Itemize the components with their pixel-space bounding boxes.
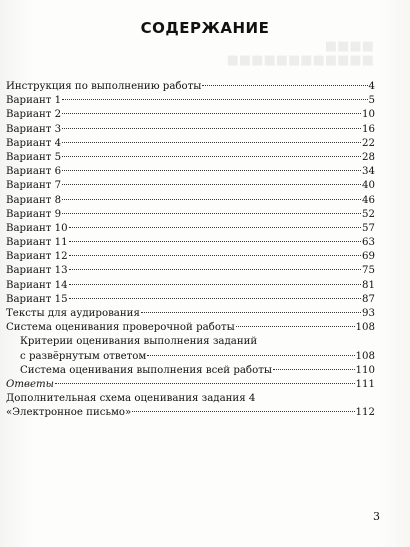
table-of-contents (6, 80, 375, 421)
toc-entry-label: Вариант 12 (6, 251, 68, 263)
toc-entry (6, 222, 375, 236)
toc-entry-label: Вариант 15 (6, 293, 68, 305)
toc-entry-label: Ответы (6, 378, 54, 390)
toc-entry (6, 236, 375, 250)
toc-entry-label: Вариант 13 (6, 265, 68, 277)
page-title: СОДЕРЖАНИЕ (140, 19, 270, 37)
toc-entry-page: 69 (362, 251, 375, 263)
toc-entry-label: с развёрнутым ответом (20, 350, 147, 362)
toc-entry-page: 10 (362, 109, 375, 121)
toc-entry-page: 111 (355, 378, 375, 390)
toc-entry (6, 250, 375, 264)
toc-entry-page: 108 (355, 322, 375, 334)
toc-entry-page: 28 (362, 151, 375, 163)
toc-entry-page: 34 (362, 166, 375, 178)
toc-entry (6, 293, 375, 307)
toc-leader-dots (69, 298, 361, 299)
toc-entry (6, 137, 375, 151)
toc-entry-page: 87 (362, 293, 375, 305)
toc-entry (6, 80, 375, 94)
toc-entry (6, 94, 375, 108)
toc-entry-label: Тексты для аудирования (6, 308, 140, 319)
toc-entry (6, 321, 375, 335)
toc-entry-label: Вариант 5 (6, 151, 62, 163)
page-number: 3 (373, 510, 380, 523)
toc-entry-page: 110 (355, 364, 375, 376)
toc-leader-dots (62, 156, 361, 157)
toc-entry (6, 307, 375, 321)
toc-entry (6, 179, 375, 193)
toc-entry (6, 264, 375, 278)
toc-entry (6, 123, 375, 137)
toc-entry-page: 63 (362, 237, 375, 249)
toc-entry (6, 165, 375, 179)
toc-leader-dots (202, 85, 367, 86)
toc-entry-page: 5 (368, 95, 375, 107)
toc-entry-page: 112 (355, 407, 375, 419)
toc-leader-dots (62, 170, 361, 171)
toc-leader-dots (69, 255, 361, 256)
toc-entry-label: Система оценивания проверочной работы (6, 322, 235, 334)
toc-entry-label: «Электронное письмо» (6, 407, 132, 419)
toc-entry-page: 108 (355, 350, 375, 362)
toc-leader-dots (55, 383, 355, 384)
toc-leader-dots (69, 269, 361, 270)
toc-entry-page: 81 (362, 279, 375, 291)
toc-entry (6, 108, 375, 122)
toc-leader-dots (273, 369, 355, 370)
toc-leader-dots (236, 326, 355, 327)
toc-leader-dots (62, 113, 361, 114)
toc-leader-dots (62, 128, 361, 129)
toc-leader-dots (69, 227, 361, 228)
toc-leader-dots (69, 241, 361, 242)
show-through-text: ■■■■ ■■■■■■■■■■■■ (226, 39, 374, 68)
toc-entry (6, 406, 375, 420)
toc-leader-dots (62, 99, 367, 100)
toc-entry (6, 194, 375, 208)
toc-entry-page: 75 (362, 265, 375, 277)
toc-leader-dots (132, 411, 354, 412)
toc-entry (6, 335, 375, 349)
toc-entry-page: 46 (362, 194, 375, 206)
toc-entry-label: Дополнительная схема оценивания задания 4 (6, 393, 256, 405)
toc-entry-label: Инструкция по выполнению работы (6, 81, 202, 92)
toc-entry-page: 52 (362, 208, 375, 220)
toc-entry-label: Вариант 4 (6, 137, 62, 149)
toc-entry (6, 392, 375, 406)
toc-entry-label: Вариант 3 (6, 123, 62, 135)
toc-entry-label: Вариант 2 (6, 109, 62, 121)
toc-entry-page: 16 (362, 123, 375, 135)
toc-entry (6, 364, 375, 378)
toc-entry-label: Вариант 1 (6, 95, 62, 107)
toc-entry-page: 40 (362, 180, 375, 192)
toc-entry-page: 4 (368, 81, 375, 92)
toc-leader-dots (62, 142, 361, 143)
toc-entry-label: Вариант 6 (6, 166, 62, 178)
toc-entry-label: Вариант 11 (6, 237, 68, 249)
toc-entry-label: Система оценивания выполнения всей работы (20, 364, 272, 376)
toc-entry-label: Вариант 10 (6, 222, 68, 234)
toc-entry-label: Вариант 9 (6, 208, 62, 220)
toc-entry (6, 378, 375, 392)
toc-leader-dots (62, 184, 361, 185)
toc-leader-dots (62, 213, 361, 214)
toc-entry-label: Критерии оценивания выполнения заданий (20, 336, 258, 348)
toc-leader-dots (62, 199, 361, 200)
toc-entry-page: 93 (362, 308, 375, 319)
toc-leader-dots (147, 355, 354, 356)
toc-leader-dots (69, 284, 361, 285)
toc-leader-dots (141, 312, 361, 313)
toc-entry (6, 279, 375, 293)
toc-entry (6, 151, 375, 165)
toc-entry-label: Вариант 8 (6, 194, 62, 206)
toc-entry-label: Вариант 7 (6, 180, 62, 192)
toc-entry-label: Вариант 14 (6, 279, 68, 291)
toc-entry (6, 208, 375, 222)
toc-entry-page: 57 (362, 222, 375, 234)
toc-entry-page: 22 (362, 137, 375, 149)
toc-entry (6, 350, 375, 364)
